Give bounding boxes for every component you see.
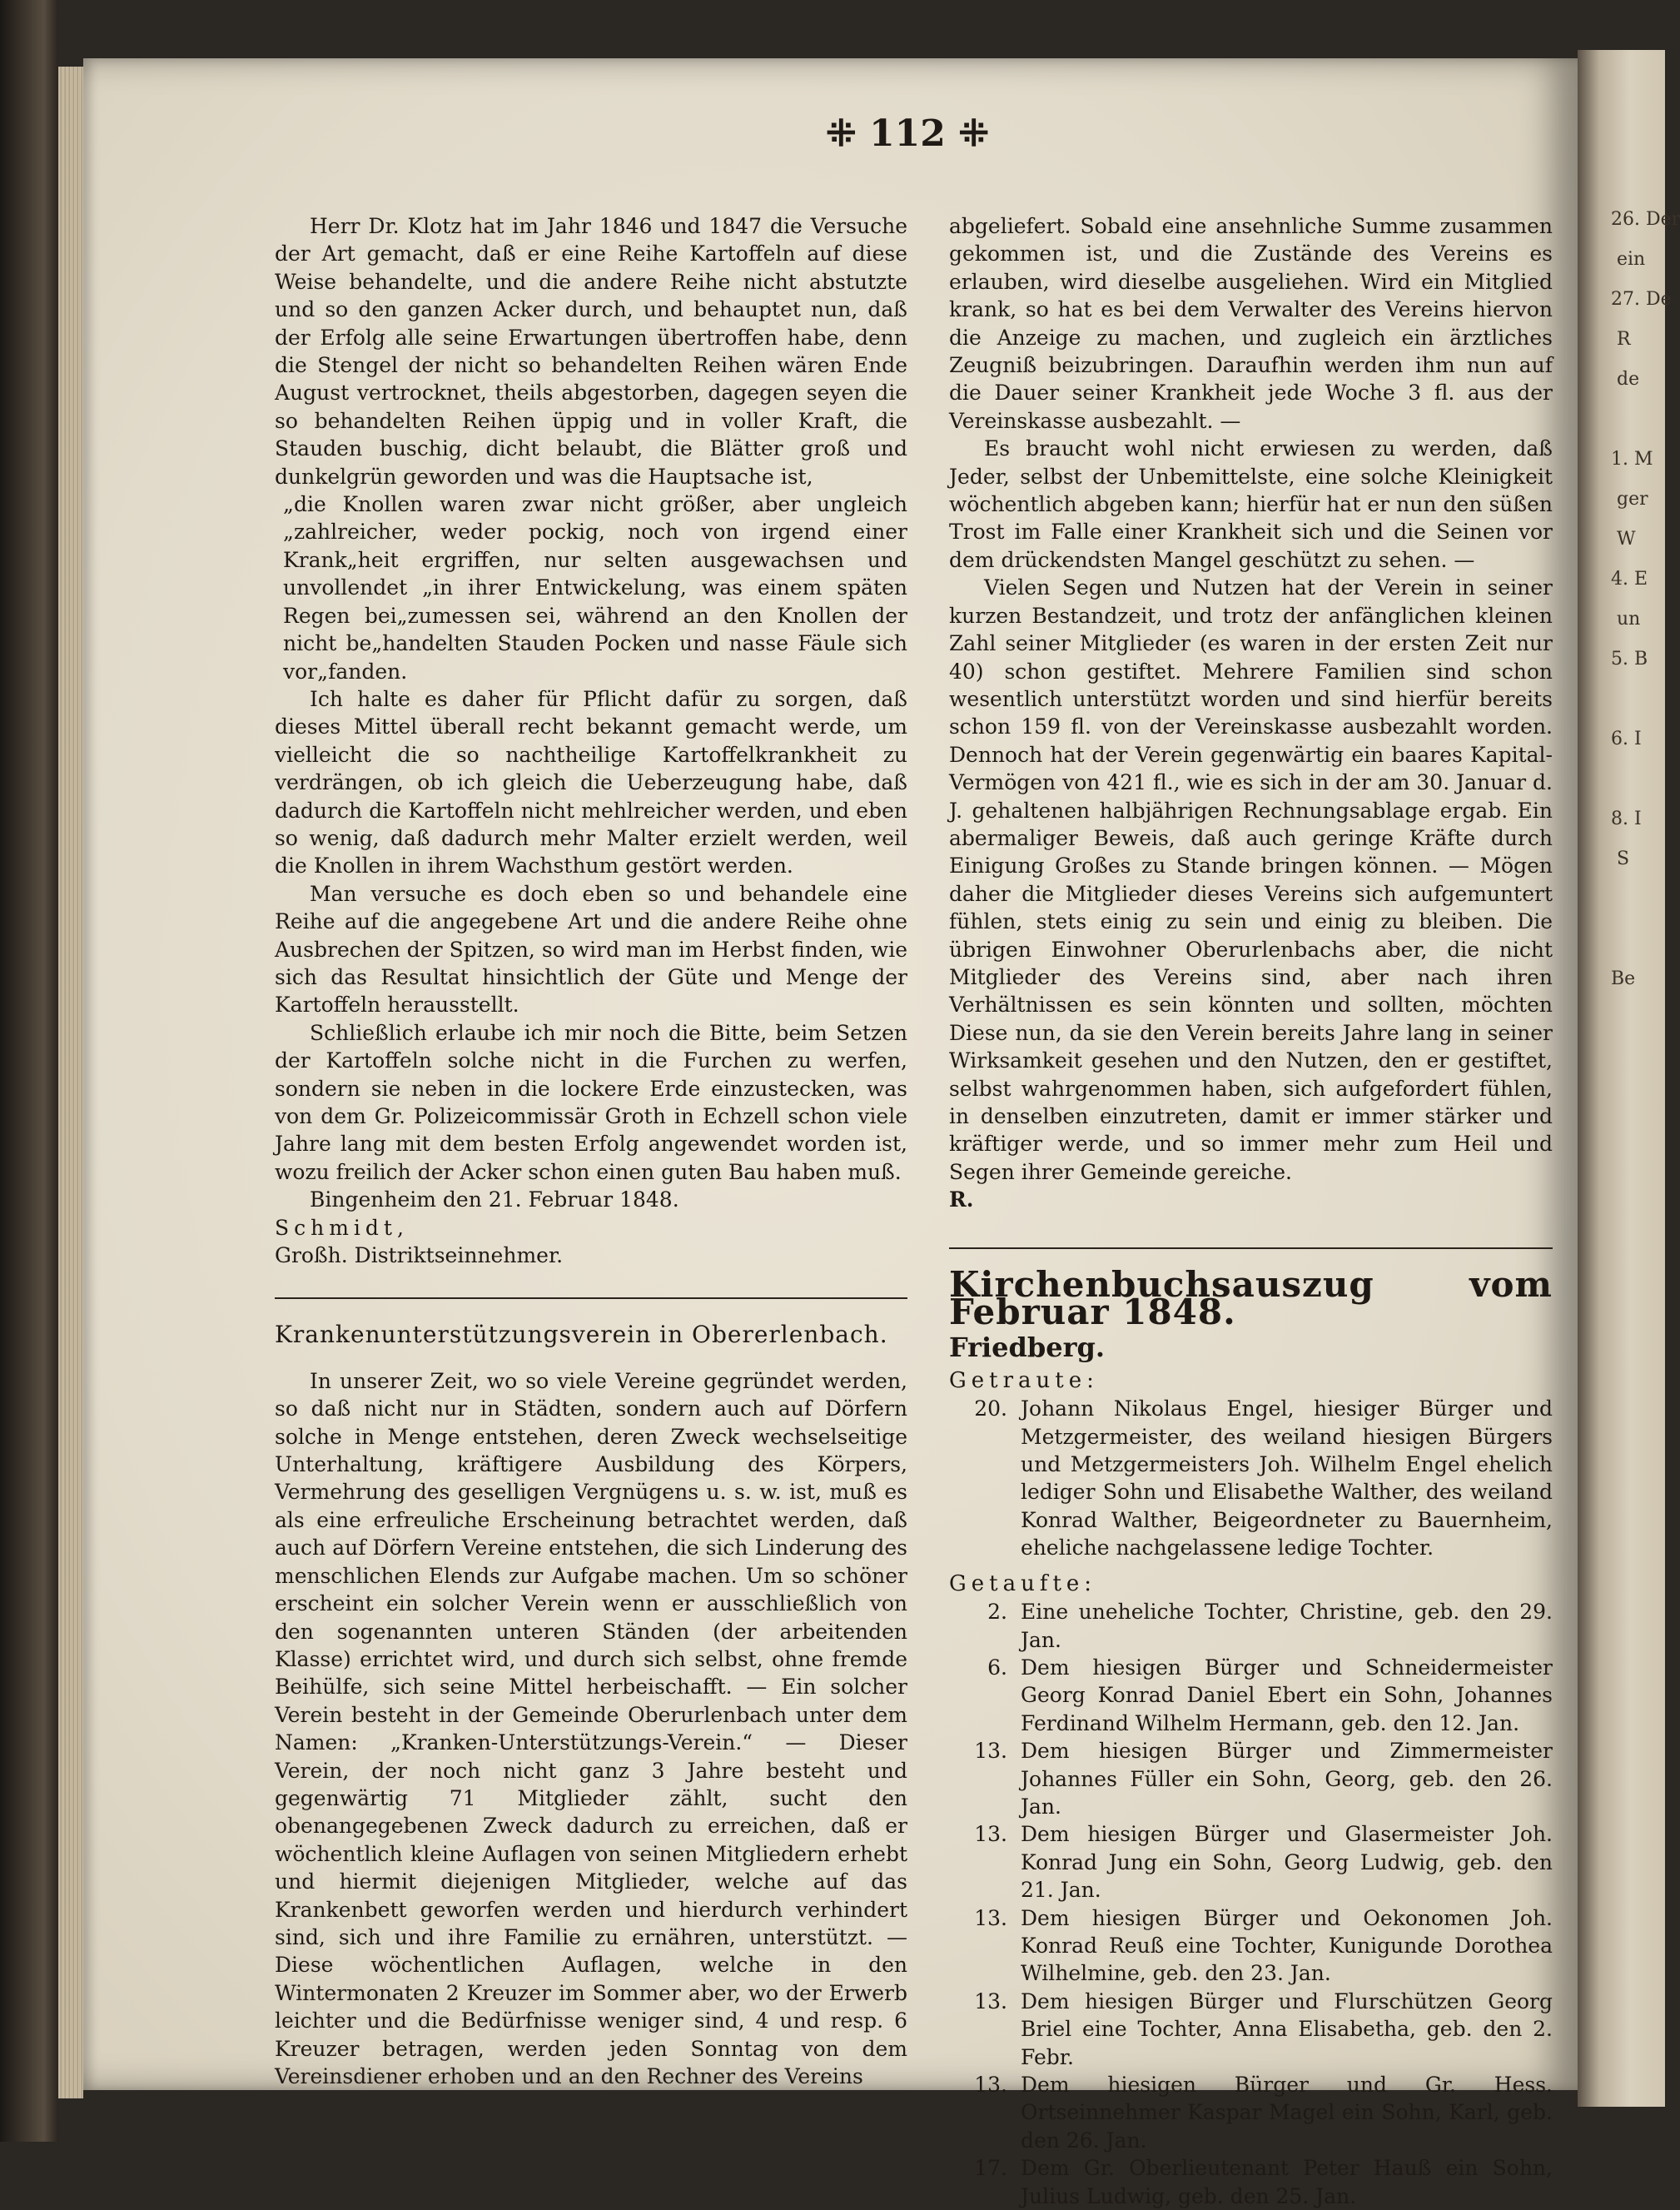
left-column [275, 212, 907, 2090]
list-item [949, 2071, 1553, 2154]
entry-text: Dem hiesigen Bürger und Zimmermeister Johannes Füller ein Sohn, Georg, geb. den 26. Jan. [1021, 1739, 1553, 1819]
author-initial: R. [949, 1187, 974, 1212]
paragraph: Herr Dr. Klotz hat im Jahr 1846 und 1847 die Versuche der Art gemacht, daß er eine Reihe Kartoffeln auf diese Weise behandelte, und die andere Reihe nicht abstutzte und so den ganzen Acker durch, und behauptet nun, daß der Erfolg alle seine Erwartungen übertroffen habe, denn die Stengel der nicht so behandelten Reihen wären Ende August vertrocknet, theils abgestorben, dagegen seyen die so behandelten Reihen üppig und in voller Kraft, die Stauden buschig, dicht belaubt, die Blätter groß und dunkelgrün geworden und was die Hauptsache ist, [275, 214, 907, 489]
book-spine [0, 0, 58, 2142]
entry-text: Dem hiesigen Bürger und Glasermeister Joh. Konrad Jung ein Sohn, Georg Ludwig, geb. den 21. Jan. [1021, 1822, 1553, 1903]
paragraph: In unserer Zeit, wo so viele Vereine gegründet werden, so daß nicht nur in Städten, sondern auch auf Dörfern solche in Menge entstehen, deren Zweck wechselseitige Unterhaltung, kräftigere Ausbildung des Körpers, Vermehrung des geselligen Vergnügens u. s. w. ist, muß es als eine erfreuliche Erscheinung betrachtet werden, daß auch auf Dörfern Vereine entstehen, die sich Linderung des menschlichen Elends zur Aufgabe machen. Um so schöner erscheint ein solcher Verein wenn er ausschließlich von den sogenannten unteren Ständen (der arbeitenden Klasse) errichtet wird, und durch sich selbst, ohne fremde Beihülfe, sich seine Mittel herbeischafft. — Ein solcher Verein besteht in der Gemeinde Oberurlenbach unter dem Namen: „Kranken-Unterstützungs-Verein.“ — Dieser Verein, der noch nicht ganz 3 Jahre besteht und gegenwärtig 71 Mitglieder zählt, sucht den obenangegebenen Zweck dadurch zu erreichen, daß er wöchentlich kleine Auflagen von seinen Mitgliedern erhebt und hiermit diejenigen Mitglieder, welche auf das Krankenbett geworfen werden und hierdurch verhindert sind, sich und ihre Familie zu ernähren, unterstützt. — Diese wöchentlichen Auflagen, welche in den Wintermonaten 2 Kreuzer im Sommer aber, wo der Erwerb leichter und die Bedürfnisse weniger sind, 4 und resp. 6 Kreuzer betragen, werden jeden Sonntag von dem Vereinsdiener erhoben und an den Rechner des Vereins [275, 1368, 907, 2088]
list-item [949, 1904, 1553, 1988]
entry-number: 6. [987, 1655, 1007, 1680]
section-title: Krankenunterstützungsverein in Obererlenbach. [275, 1321, 888, 1349]
entry-text: Eine uneheliche Tochter, Christine, geb. den 29. Jan. [1021, 1600, 1553, 1652]
place-heading: Friedberg. [949, 1331, 1106, 1364]
list-item [949, 2154, 1553, 2210]
entry-number: 13. [974, 1905, 1007, 1930]
next-page-edge [1578, 50, 1680, 2107]
paragraph: Schließlich erlaube ich mir noch die Bitte, beim Setzen der Kartoffeln solche nicht in die Furchen zu werfen, sondern sie neben in die lockere Erde einzustecken, was von dem Gr. Polizeicommissär Groth in Echzell schon viele Jahre lang mit dem besten Erfolg angewendet worden ist, wozu freilich der Acker schon einen guten Bau haben muß. [275, 1020, 907, 1184]
list-item [949, 1395, 1553, 1561]
entry-text: Dem hiesigen Bürger und Oekonomen Joh. Konrad Reuß eine Tochter, Kunigunde Dorothea Wilhelmine, geb. den 23. Jan. [1021, 1905, 1553, 1986]
page-number-value: 112 [869, 112, 946, 155]
married-heading: Getraute: [949, 1367, 1099, 1393]
paragraph: Es braucht wohl nicht erwiesen zu werden, daß Jeder, selbst der Unbemittelste, eine solche Kleinigkeit wöchentlich abgeben kann; hierfür hat er nun den süßen Trost im Falle einer Krankheit sich und die Seinen vor dem drückendsten Mangel geschützt zu sehen. — [949, 436, 1553, 572]
entry-number: 20. [974, 1396, 1007, 1421]
entry-text: Johann Nikolaus Engel, hiesiger Bürger und Metzgermeister, des weiland hiesigen Bürgers und Metzgermeisters Joh. Wilhelm Engel ehelich lediger Sohn und Elisabethe Walther, des weiland Konrad Walther, Beigeordneter zu Bauernheim, eheliche nachgelassene ledige Tochter. [1021, 1396, 1553, 1560]
signature-title: Großh. Distriktseinnehmer. [275, 1243, 564, 1268]
list-item [949, 1820, 1553, 1904]
entry-number: 17. [974, 2156, 1007, 2181]
paragraph: abgeliefert. Sobald eine ansehnliche Summe zusammen gekommen ist, und die Zustände des Vereins es erlauben, wird dieselbe ausgeliehen. Wird ein Mitglied krank, so hat es bei dem Verwalter des Vereins hiervon die Anzeige zu machen, und zugleich ein ärztliches Zeugniß beizubringen. Daraufhin werden ihm nun auf die Dauer seiner Krankheit jede Woche 3 fl. aus der Vereinskasse ausbezahlt. — [949, 214, 1553, 433]
paragraph: Man versuche es doch eben so und behandele eine Reihe auf die angegebene Art und die andere Reihe ohne Ausbrechen der Spitzen, so wird man im Herbst finden, wie sich das Resultat hinsichtlich der Güte und Menge der Kartoffeln herausstellt. [275, 881, 907, 1018]
next-page-fragment: 26. Der ein 27. De R de 1. M ger W 4. E un 5. B 6. I 8. I S Be [1611, 209, 1680, 989]
entry-number: 2. [987, 1600, 1007, 1625]
entry-number: 13. [974, 1989, 1007, 2013]
entry-text: Dem hiesigen Bürger und Schneidermeister Georg Konrad Daniel Ebert ein Sohn, Johannes Ferdinand Wilhelm Hermann, geb. den 12. Jan. [1021, 1655, 1553, 1735]
entry-text: Dem Gr. Oberlieutenant Peter Hauß ein Sohn, Julius Ludwig, geb. den 25. Jan. [1021, 2156, 1553, 2208]
page-number [774, 112, 1041, 155]
quote-paragraph: „die Knollen waren zwar nicht größer, aber ungleich „zahlreicher, weder pockig, noch von irgend einer Krank„heit ergriffen, nur selten ausgewachsen und unvollendet „in ihrer Entwickelung, was einem späten Regen bei„zumessen sei, während an den Knollen der nicht be„handelten Stauden Pocken und nasse Fäule sich vor„fanden. [283, 492, 907, 684]
list-item [949, 1654, 1553, 1737]
ornament-right-icon: ⁜ [945, 112, 990, 155]
entry-number: 13. [974, 1739, 1007, 1764]
section-title: Kirchenbuchsauszug vom Februar 1848. [949, 1263, 1553, 1333]
entry-text: Dem hiesigen Bürger und Flurschützen Georg Briel eine Tochter, Anna Elisabetha, geb. den 2. Febr. [1021, 1989, 1553, 2069]
paragraph: Vielen Segen und Nutzen hat der Verein in seiner kurzen Bestandzeit, und trotz der anfänglichen kleinen Zahl seiner Mitglieder (es waren in der ersten Zeit nur 40) schon gestiftet. Mehrere Familien sind schon wesentlich unterstützt worden und sind hierfür bereits schon 159 fl. von der Vereinskasse ausbezahlt worden. Dennoch hat der Verein gegenwärtig ein baares Kapital-Vermögen von 421 fl., wie es sich in der am 30. Januar d. J. gehaltenen halbjährigen Rechnungsablage ergab. Ein abermaliger Beweis, daß auch geringe Kräfte durch Einigung Großes zu Stande bringen können. — Mögen daher die Mitglieder dieses Vereins sich aufgemuntert fühlen, stets einig zu sein und einig zu bleiben. Die übrigen Einwohner Oberurlenbachs aber, die nicht Mitglieder des Vereins sind, aber nach ihren Verhältnissen es sein könnten und sollten, möchten Diese nun, da sie den Verein bereits Jahre lang in seiner Wirksamkeit gesehen und den Nutzen, den er gestiftet, selbst wahrgenommen haben, sich aufgefordert fühlen, in denselben einzutreten, damit er immer stärker und kräftiger werde, und so immer mehr zum Heil und Segen ihrer Gemeinde gereiche. [949, 575, 1553, 1184]
entry-text: Dem hiesigen Bürger und Gr. Hess. Ortseinnehmer Kaspar Magel ein Sohn, Karl, geb. den 26. Jan. [1021, 2073, 1553, 2153]
signature-name: Schmidt, [275, 1215, 409, 1240]
baptized-heading: Getaufte: [949, 1570, 1097, 1596]
entry-number: 13. [974, 1822, 1007, 1847]
list-item [949, 1598, 1553, 1654]
page-edges [58, 67, 83, 2098]
list-item [949, 1737, 1553, 1820]
signature-place: Bingenheim den 21. Februar 1848. [310, 1187, 679, 1212]
list-item [949, 1988, 1553, 2071]
ornament-left-icon: ⁜ [825, 112, 870, 155]
paragraph: Ich halte es daher für Pflicht dafür zu sorgen, daß dieses Mittel überall recht bekannt gemacht werde, um vielleicht die so nachtheilige Kartoffelkrankheit zu verdrängen, ob ich gleich die Ueberzeugung habe, daß dadurch die Kartoffeln nicht mehlreicher werden, und eben so wenig, daß dadurch mehr Malter erzielt werden, weil die Knollen in ihrem Wachsthum gestört werden. [275, 686, 907, 879]
right-column [949, 212, 1553, 2210]
entry-number: 13. [974, 2073, 1007, 2097]
